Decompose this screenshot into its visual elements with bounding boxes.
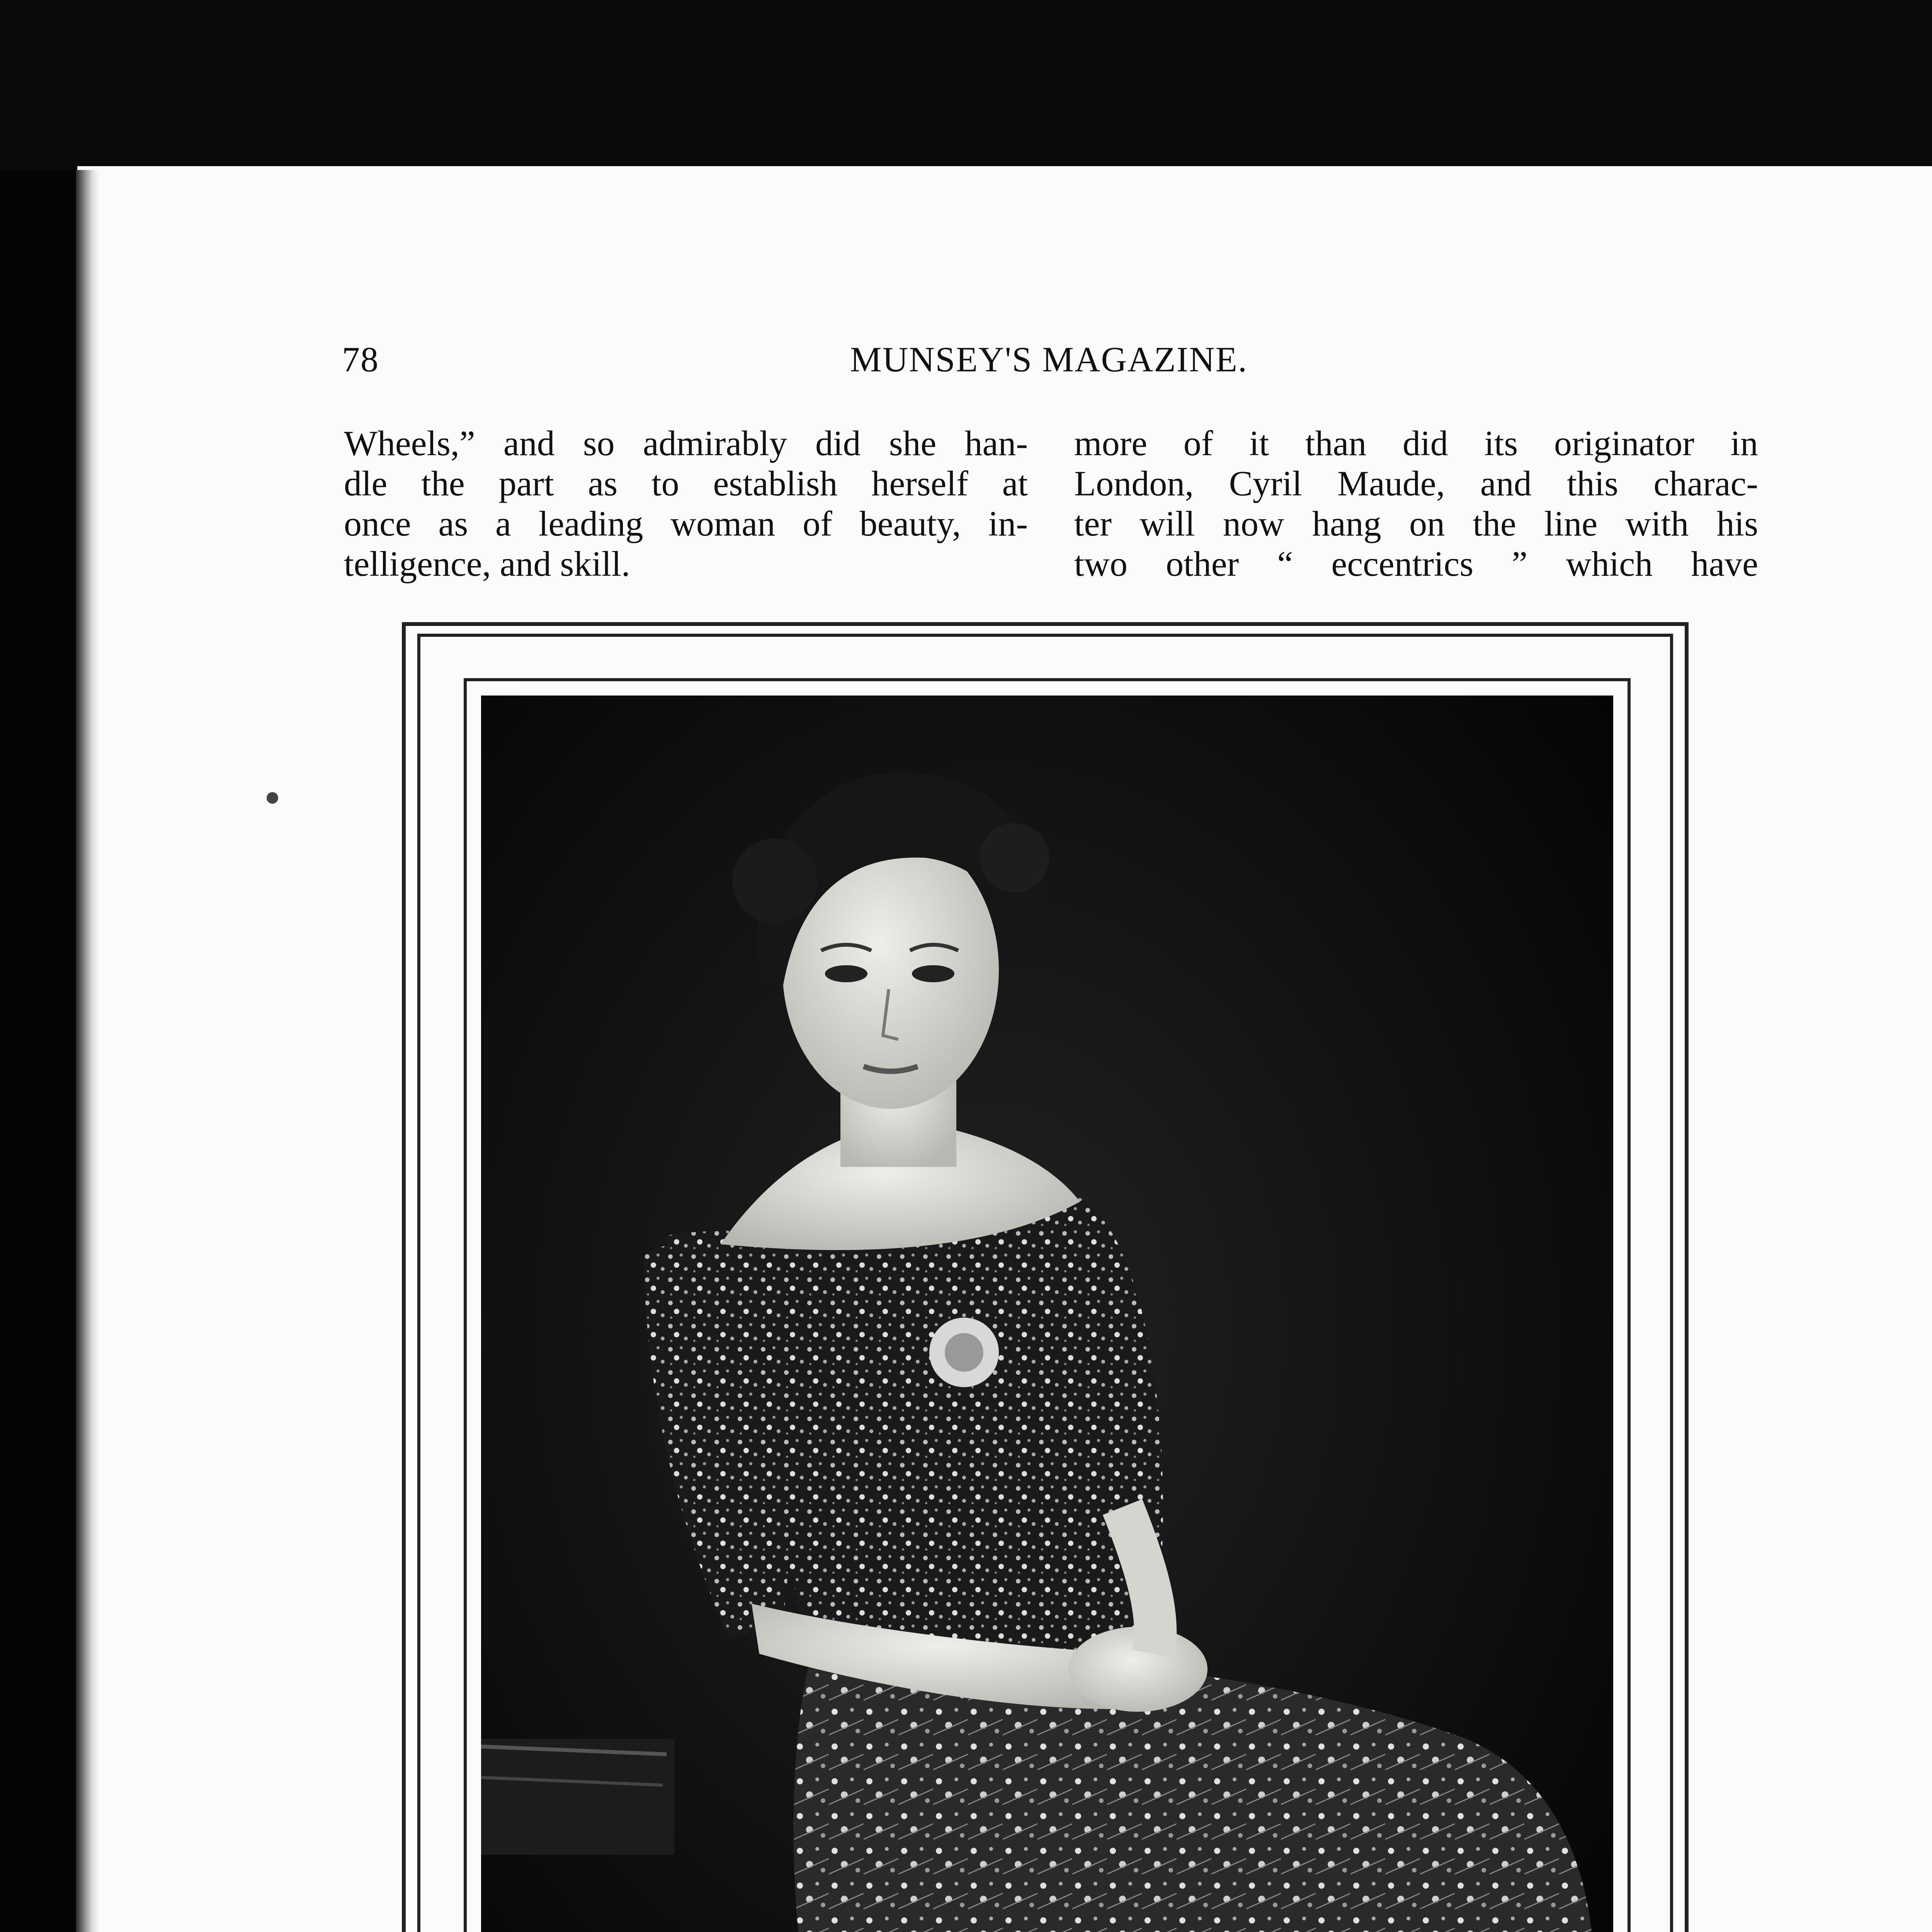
text-line: London, Cyril Maude, and this charac- [1074, 464, 1758, 503]
text-line: dle the part as to establish herself at [344, 464, 1028, 503]
magazine-title: MUNSEY'S MAGAZINE. [850, 340, 1248, 379]
portrait-photograph [481, 696, 1613, 1932]
page-binding-edge [76, 170, 99, 1932]
scan-top-border [0, 0, 1932, 170]
text-line: once as a leading woman of beauty, in- [344, 504, 1028, 543]
text-line: two other “ eccentrics ” which have [1074, 544, 1758, 583]
portrait-image [481, 696, 1613, 1932]
scan-speck [267, 792, 278, 804]
top-left-column [344, 423, 1028, 584]
text-line: more of it than did its originator in [1074, 423, 1758, 463]
text-line: telligence, and skill. [344, 544, 630, 583]
page-number: 78 [342, 340, 379, 379]
top-right-column [1074, 423, 1758, 584]
text-line: ter will now hang on the line with his [1074, 504, 1758, 543]
text-line: Wheels,” and so admirably did she han- [344, 423, 1028, 463]
